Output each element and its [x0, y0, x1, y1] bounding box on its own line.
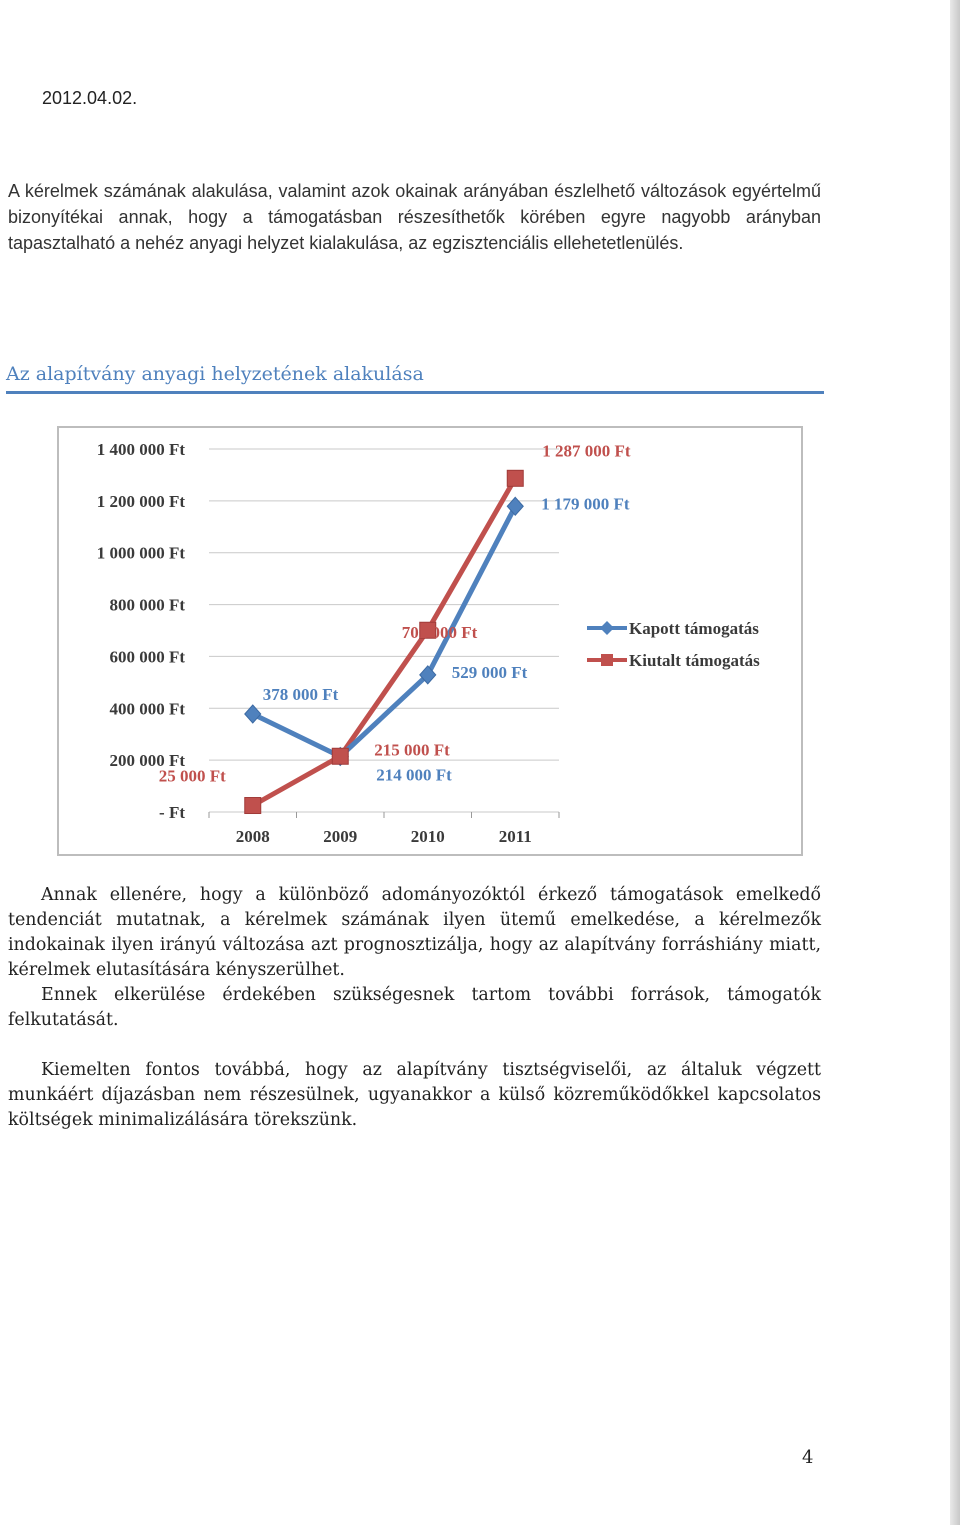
intro-paragraph: A kérelmek számának alakulása, valamint azok okainak arányában észlelhető változások egyértelmű bizonyítékai annak, hogy a támogatásban részesíthetők körében egyre nagyobb arányban tapasztalható a nehéz anyagi helyzet kialakulása, az egzisztenciális ellehetetlenülés. — [8, 181, 821, 253]
data-label-kiutalt: 701 000 Ft — [401, 623, 478, 643]
body-paragraph-2: Ennek elkerülése érdekében szükségesnek tartom további források, támogatók felkutatását. — [8, 985, 821, 1030]
y-tick-label: 1 000 000 Ft — [96, 543, 185, 563]
data-label-kapott: 529 000 Ft — [451, 662, 528, 682]
data-label-kapott: 1 179 000 Ft — [541, 494, 630, 514]
x-tick-label: 2008 — [235, 827, 270, 846]
legend-entry: Kapott támogatás — [629, 619, 759, 638]
legend-marker-diamond — [600, 621, 614, 635]
x-tick-label: 2009 — [323, 827, 358, 846]
line-chart — [59, 428, 801, 854]
y-tick-label: 400 000 Ft — [109, 699, 185, 719]
data-point-kiutalt — [332, 748, 348, 764]
legend-marker-square — [601, 654, 613, 666]
data-point-kapott — [245, 705, 261, 723]
y-tick-label: 600 000 Ft — [109, 647, 185, 667]
legend-entry: Kiutalt támogatás — [629, 651, 760, 670]
x-tick-label: 2011 — [498, 827, 532, 846]
page-number: 4 — [802, 1447, 814, 1468]
data-label-kiutalt: 25 000 Ft — [158, 766, 226, 786]
data-label-kapott: 214 000 Ft — [376, 765, 452, 785]
y-tick-label: 200 000 Ft — [109, 751, 185, 771]
section-heading: Az alapítvány anyagi helyzetének alakulása — [6, 363, 824, 394]
data-label-kiutalt: 1 287 000 Ft — [542, 441, 631, 461]
y-tick-label: 1 400 000 Ft — [96, 440, 185, 459]
data-point-kiutalt — [507, 470, 523, 486]
page-edge-shadow — [950, 0, 960, 1525]
chart-container — [57, 426, 803, 856]
document-date: 2012.04.02. — [42, 88, 138, 108]
data-label-kiutalt: 215 000 Ft — [374, 740, 450, 760]
y-tick-label: 800 000 Ft — [109, 595, 185, 615]
body-paragraph-1: Annak ellenére, hogy a különböző adományozóktól érkező támogatások emelkedő tendenciát mutatnak, a kérelmek számának ilyen ütemű emelkedése, a kérelmezők indokainak ilyen irányú változása azt prognosztizálja, hogy az alapítvány forráshiány miatt, kérelmek elutasítására kényszerülhet. — [8, 885, 821, 980]
body-paragraph-3: Kiemelten fontos továbbá, hogy az alapítvány tisztségviselői, az általuk végzett munkáért díjazásban nem részesülnek, ugyanakkor a külső közreműködőkkel kapcsolatos költségek minimalizálására törekszünk. — [8, 1060, 821, 1130]
data-label-kapott: 378 000 Ft — [262, 684, 339, 704]
y-tick-label: - Ft — [159, 803, 185, 822]
x-tick-label: 2010 — [410, 827, 445, 846]
data-point-kiutalt — [245, 798, 261, 814]
y-tick-label: 1 200 000 Ft — [96, 491, 185, 511]
